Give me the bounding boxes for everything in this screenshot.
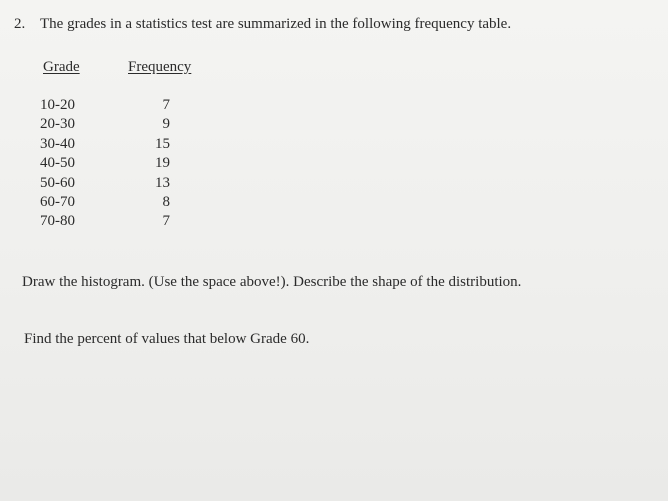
table-row xyxy=(40,212,180,231)
table-row xyxy=(40,193,180,212)
grade-cell: 30-40 xyxy=(40,135,75,152)
frequency-cell: 8 xyxy=(162,193,170,210)
grade-cell: 50-60 xyxy=(40,174,75,191)
question-number: 2. xyxy=(14,16,26,32)
question-line xyxy=(14,14,511,34)
table-row xyxy=(40,135,180,154)
frequency-cell: 19 xyxy=(155,155,170,172)
question-text: The grades in a statistics test are summarized in the following frequency table. xyxy=(40,16,512,32)
frequency-cell: 7 xyxy=(162,213,170,230)
frequency-cell: 13 xyxy=(155,174,170,191)
grade-cell: 70-80 xyxy=(40,213,75,230)
frequency-header: Frequency xyxy=(128,59,192,75)
grade-cell: 40-50 xyxy=(40,155,75,172)
grade-cell: 20-30 xyxy=(40,116,75,133)
table-row xyxy=(40,115,180,134)
table-row xyxy=(40,96,180,115)
frequency-cell: 15 xyxy=(155,135,170,152)
histogram-instruction: Draw the histogram. (Use the space above!). Describe the shape of the distribution. xyxy=(22,274,522,290)
grade-header: Grade xyxy=(43,59,80,75)
frequency-cell: 7 xyxy=(162,97,170,113)
grade-cell: 60-70 xyxy=(40,193,75,210)
frequency-table xyxy=(40,96,180,232)
percent-instruction: Find the percent of values that below Grade 60. xyxy=(24,331,310,347)
grade-cell: 10-20 xyxy=(40,97,75,113)
frequency-cell: 9 xyxy=(162,116,170,133)
table-row xyxy=(40,174,180,193)
table-row xyxy=(40,154,180,173)
